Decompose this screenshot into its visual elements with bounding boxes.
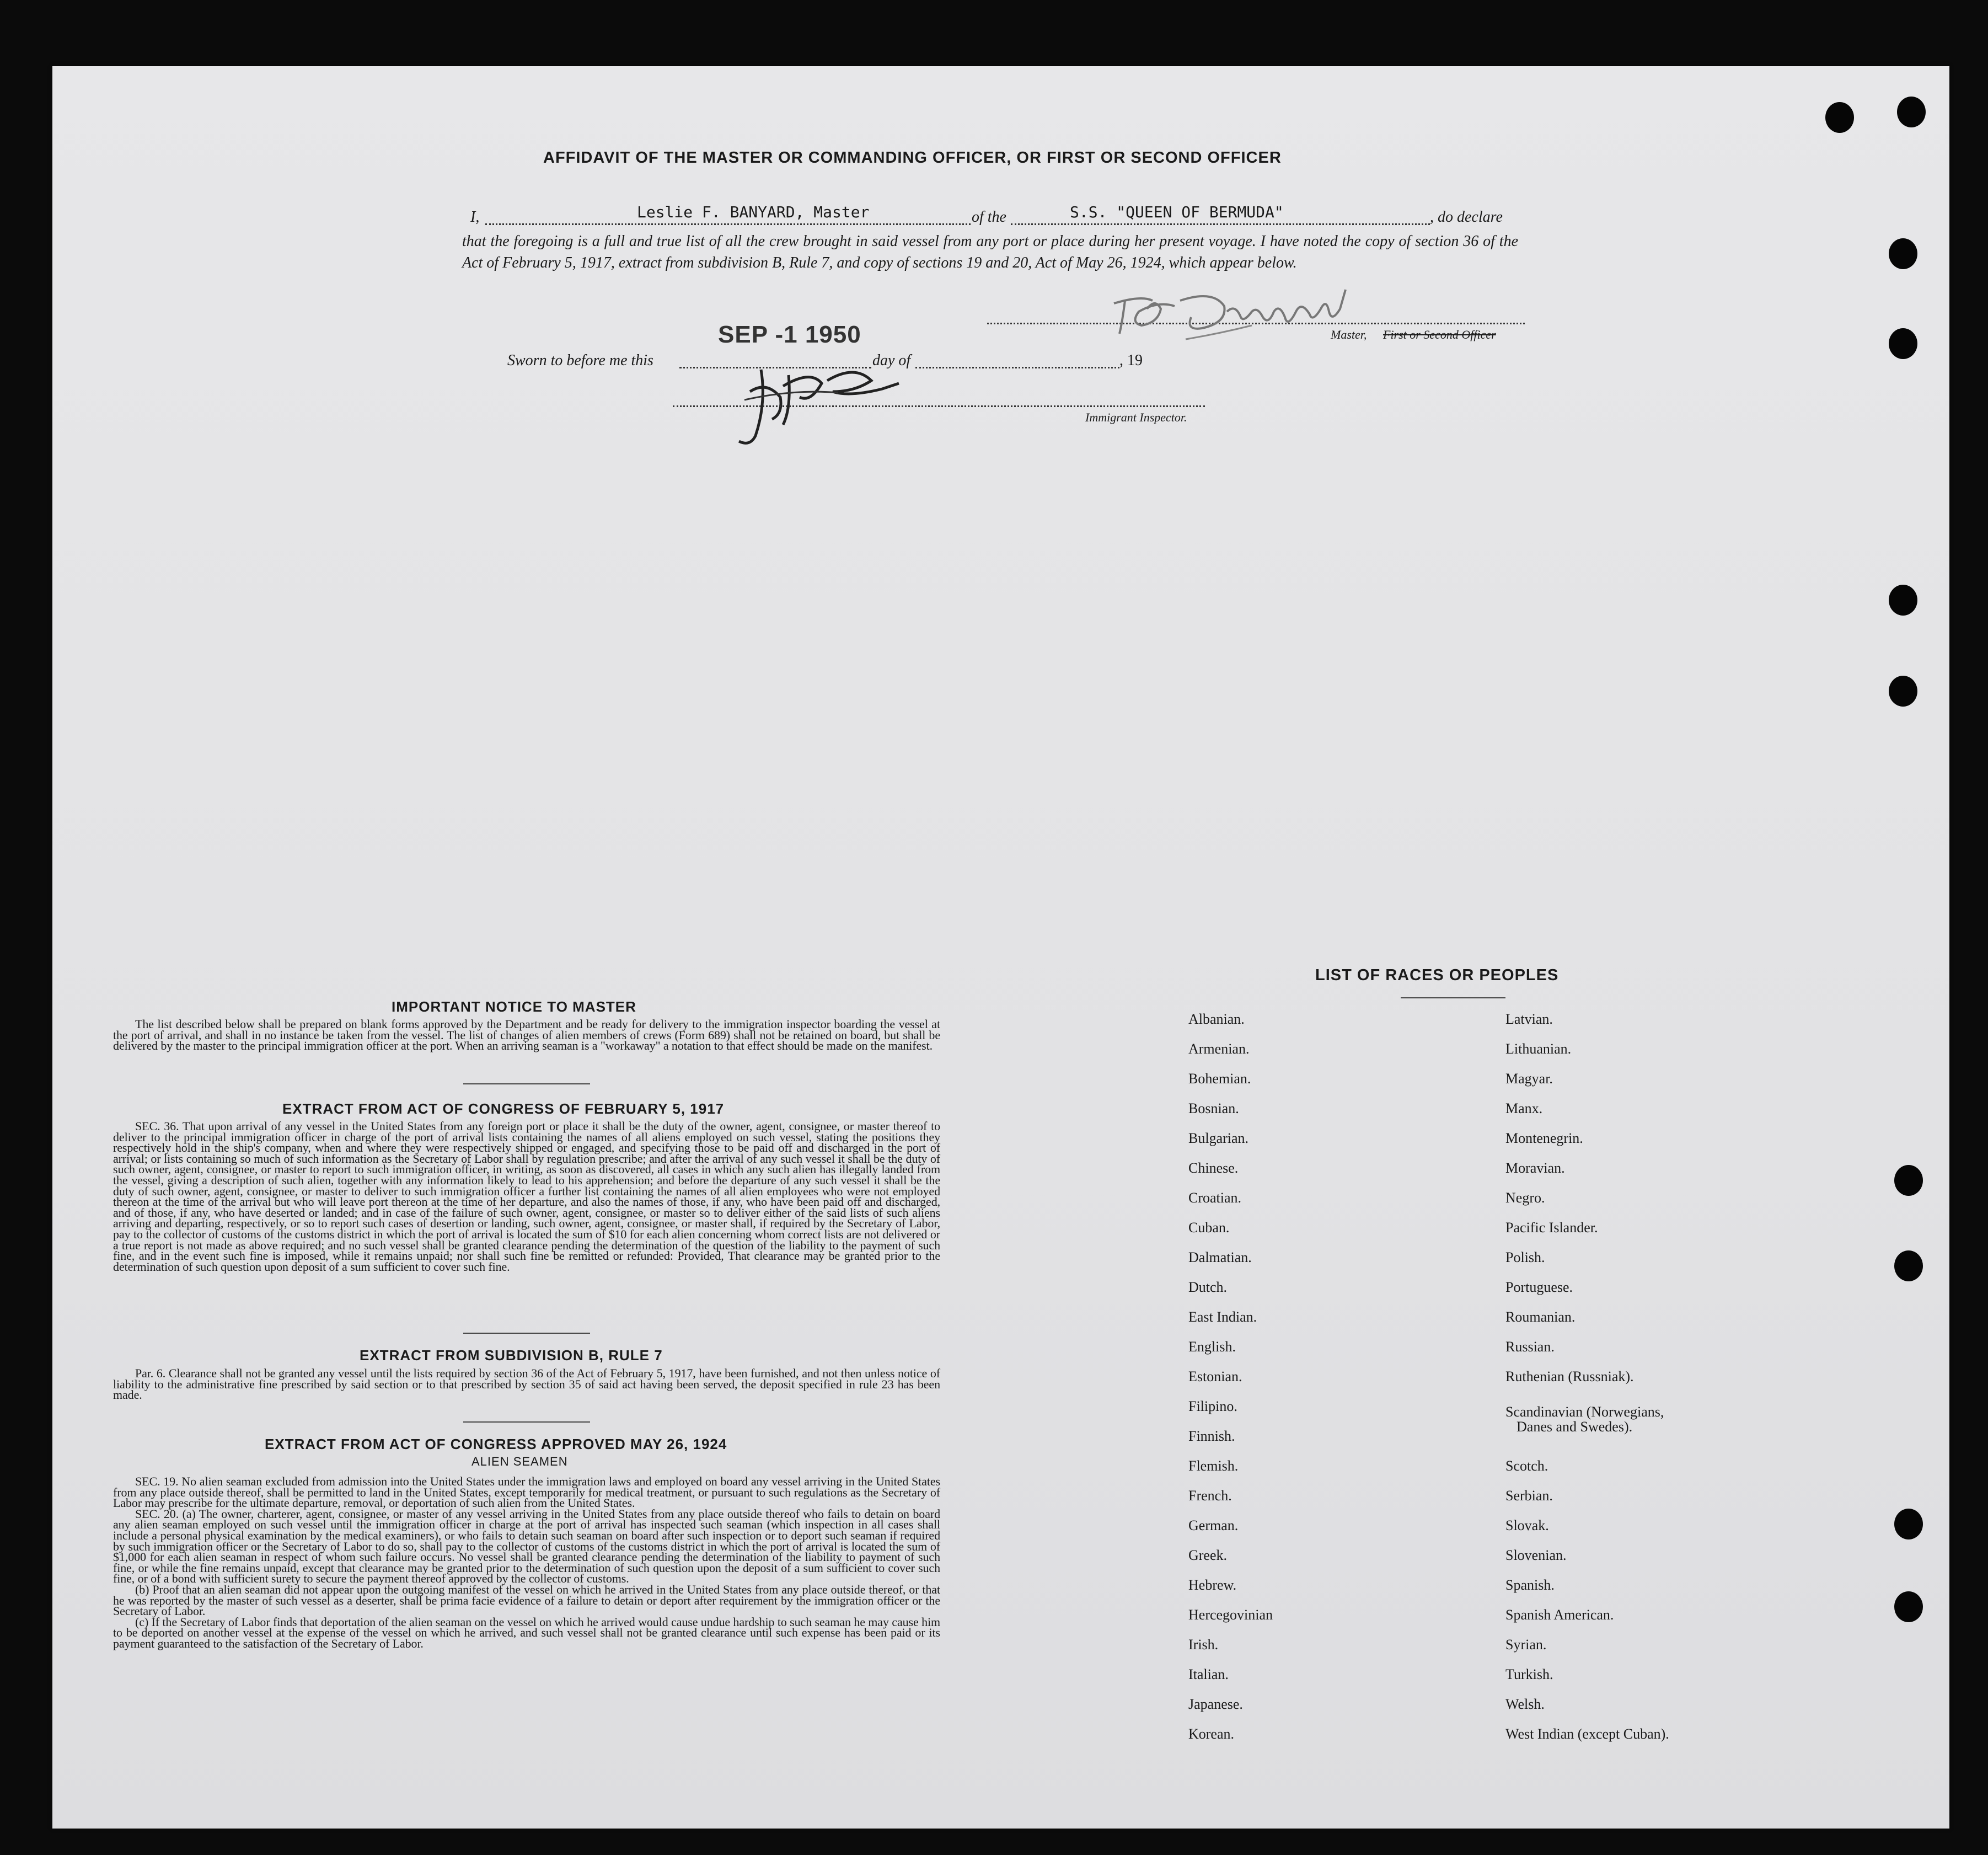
race-item: English. [1188,1339,1236,1355]
race-item: Syrian. [1505,1637,1547,1653]
extract-rule7-paragraph: Par. 6. Clearance shall not be granted any vessel until the lists required by section 36 of the Act of February 5, 1917, have been furnished, and not then unless notice of liability to the administrative fine prescribed by said section or to that prescribed by section 35 of said act having been served, the deposit specified in rule 23 has been made. [113,1366,940,1402]
officer-caption-struck: First or Second Officer [1383,328,1496,341]
punch-hole [1894,1509,1923,1539]
affidavit-body: that the foregoing is a full and true list of all the crew brought in said vessel from any port or place during her present voyage. I have noted the copy of section 36 of the Act of February 5, 1917, extract from subdivision B, Rule 7, and copy of sections 19 and 20, Act of May 26, 1924, which appear below. [462,233,1518,271]
race-item: Montenegrin. [1505,1130,1583,1146]
race-item: Lithuanian. [1505,1041,1572,1057]
sworn-month-line [915,367,1119,368]
i-label: I, [470,209,480,226]
races-title: LIST OF RACES OR PEOPLES [1315,966,1559,984]
sworn-label: Sworn to before me this [507,352,653,369]
vessel-line [1011,223,1430,225]
race-item: Russian. [1505,1339,1555,1355]
extract-1924-title: EXTRACT FROM ACT OF CONGRESS APPROVED MAY 26, 1924 [265,1436,727,1452]
race-item: East Indian. [1188,1309,1257,1325]
divider [1401,997,1505,998]
race-item: Greek. [1188,1547,1228,1563]
race-item: Albanian. [1188,1011,1245,1027]
race-item: Slovenian. [1505,1547,1567,1563]
punch-hole [1894,1250,1923,1281]
race-item: Filipino. [1188,1398,1237,1414]
divider [463,1083,590,1084]
master-signature [1108,279,1362,350]
race-item: Welsh. [1505,1696,1545,1712]
race-item: Spanish American. [1505,1607,1614,1623]
race-item: French. [1188,1488,1232,1504]
extract-rule7-text [113,1368,940,1400]
race-item: Estonian. [1188,1368,1242,1384]
race-item: Croatian. [1188,1190,1242,1206]
race-item: Cuban. [1188,1220,1230,1236]
race-item: Polish. [1505,1249,1545,1265]
notice-paragraph: The list described below shall be prepared on blank forms approved by the Department and be ready for delivery to the immigration inspector boarding the vessel at the port of arrival, and shall in no instance be taken from the vessel. The list of changes of alien members of crews (Form 689) shall not be retained on board, but shall be delivered by the master to the principal immigration officer at the port. When an arriving seaman is a "workaway" a notation to that effect should be made on the manifest. [113,1017,940,1053]
race-item: Hercegovinian [1188,1607,1273,1623]
extract-1917-paragraph: SEC. 36. That upon arrival of any vessel in the United States from any foreign port or place it shall be the duty of the owner, agent, consignee, or master thereof to deliver to the principal immigration officer in charge of the port of arrival lists containing the names of all aliens employed on such vessel, stating the positions they respectively hold in the ship's company, when and where they were respectively shipped or engaged, and specifying those to be paid off and discharged in the port of arrival; or lists containing so much of such information as the Secretary of Labor shall by regulation prescribe; and after the arrival of any such vessel it shall be the duty of such owner, agent, consignee, or master to report to such immigration officer, in writing, as soon as discovered, all cases in which any such alien has illegally landed from the vessel, giving a description of such alien, together with any information likely to lead to his apprehension; and before the departure of any such vessel it shall be the duty of such owner, agent, consignee, or master to deliver to such immigration officer a further list containing the names of all alien employees who were not employed thereon at the time of the arrival but who will leave port thereon at the time of her departure, and also the names of those, if any, who have been paid off and discharged, and of those, if any, who have deserted or landed; and in case of the failure of such owner, agent, consignee, or master so to deliver either of the said lists of such aliens arriving and departing, respectively, or so to report such cases of desertion or landing, such owner, agent, consignee, or master shall, if required by the Secretary of Labor, pay to the collector of customs of the customs district in which the port of arrival is located the sum of $10 for each alien concerning whom correct lists are not delivered or a true report is not made as above required; and no such vessel shall be granted clearance pending the determination of the question of the liability to the payment of such fine, and in the event such fine is imposed, while it remains unpaid; nor shall such fine be remitted or refunded: Provided, That clearance may be granted prior to the determination of such question upon deposit of a sum sufficient to cover such fine. [113,1119,940,1274]
race-item: Flemish. [1188,1458,1239,1474]
punch-hole [1889,585,1917,616]
race-item: Bulgarian. [1188,1130,1249,1146]
extract-1924-text [113,1476,940,1649]
race-item: Bohemian. [1188,1071,1251,1087]
notice-text [113,1019,940,1051]
race-item: Serbian. [1505,1488,1553,1504]
extract-rule7-title: EXTRACT FROM SUBDIVISION B, RULE 7 [360,1347,663,1364]
date-stamp: SEP -1 1950 [718,321,861,348]
notice-title: IMPORTANT NOTICE TO MASTER [392,998,636,1015]
race-item: Chinese. [1188,1160,1239,1176]
punch-hole [1894,1591,1923,1622]
race-item: Armenian. [1188,1041,1250,1057]
race-item: Roumanian. [1505,1309,1576,1325]
sec20c-paragraph: (c) If the Secretary of Labor finds that deportation of the alien seaman on the vessel on which he arrived would cause undue hardship to such seaman he may cause him to be deported on another vessel at the expense of the vessel on which he arrived, and such vessel shall not be granted clearance until such expense has been paid or its payment guaranteed to the satisfaction of the Secretary of Labor. [113,1615,940,1650]
race-item: German. [1188,1517,1239,1533]
declarant-line [485,223,971,225]
race-item: Hebrew. [1188,1577,1237,1593]
sec20a-paragraph: SEC. 20. (a) The owner, charterer, agent, consignee, or master of any vessel arriving in the United States from any place outside thereof who fails to detain on board any alien seaman employed on such vessel until the immigration officer in charge at the port of arrival has inspected such seaman (which inspection in all cases shall include a personal physical examination by the medical examiners), or who fails to detain such seaman on board after such inspection or to deport such seaman if required by such immigration officer or the Secretary of Labor to do so, shall pay to the collector of customs of the customs district in which the port of arrival is located the sum of $1,000 for each alien seaman in respect of whom such failure occurs. No vessel shall be granted clearance pending the determination of the liability to payment of such fine, or while the fine remains unpaid, except that clearance may be granted prior to the determination of such question upon the deposit of a sum sufficient to cover such fine, or of a bond with sufficient surety to secure the payment thereof approved by the collector of customs. [113,1506,940,1586]
race-item: Pacific Islander. [1505,1220,1598,1236]
race-item: Negro. [1505,1190,1545,1206]
race-item: Slovak. [1505,1517,1549,1533]
year-prefix: , 19 [1119,352,1143,369]
race-item: Bosnian. [1188,1100,1239,1116]
race-item: Japanese. [1188,1696,1243,1712]
race-item: Danes and Swedes). [1517,1419,1633,1435]
day-of-label: day of [872,352,911,369]
divider [463,1421,590,1423]
punch-hole [1825,102,1854,133]
officer-caption-master: Master, [1331,328,1367,341]
race-item: Dutch. [1188,1279,1228,1295]
race-item: Manx. [1505,1100,1543,1116]
race-item: Magyar. [1505,1071,1553,1087]
divider [463,1333,590,1334]
sec19-paragraph: SEC. 19. No alien seaman excluded from admission into the United States under the immigration laws and employed on board any vessel arriving in the United States from any place outside thereof, shall be permitted to land in the United States, except temporarily for medical treatment, or pursuant to such regulations as the Secretary of Labor may prescribe for the ultimate departure, removal, or deportation of such alien from the United States. [113,1474,940,1510]
race-item: Latvian. [1505,1011,1553,1027]
of-the-label: of the [972,209,1006,226]
race-item: Scotch. [1505,1458,1548,1474]
punch-hole [1894,1165,1923,1196]
punch-hole [1889,238,1917,269]
race-item: Scandinavian (Norwegians, [1505,1404,1664,1420]
extract-1917-text [113,1121,940,1272]
extract-1917-title: EXTRACT FROM ACT OF CONGRESS OF FEBRUARY 5, 1917 [282,1100,725,1117]
extract-1924-subtitle: ALIEN SEAMEN [471,1455,568,1468]
race-item: Finnish. [1188,1428,1235,1444]
inspector-caption: Immigrant Inspector. [1085,410,1187,424]
vessel-field: S.S. "QUEEN OF BERMUDA" [1070,203,1284,221]
punch-hole [1889,328,1917,359]
race-item: West Indian (except Cuban). [1505,1726,1669,1742]
race-item: Dalmatian. [1188,1249,1252,1265]
affidavit-title: AFFIDAVIT OF THE MASTER OR COMMANDING OFFICER, OR FIRST OR SECOND OFFICER [543,149,1282,167]
race-item: Italian. [1188,1666,1229,1682]
race-item: Portuguese. [1505,1279,1573,1295]
inspector-signature-line [673,405,1205,407]
punch-hole [1889,676,1917,707]
race-item: Turkish. [1505,1666,1553,1682]
declarant-field: Leslie F. BANYARD, Master [637,203,870,221]
race-item: Ruthenian (Russniak). [1505,1368,1634,1384]
race-item: Korean. [1188,1726,1235,1742]
sec20b-paragraph: (b) Proof that an alien seaman did not appear upon the outgoing manifest of the vessel on which he arrived in the United States from any place outside thereof, or that he was reported by the master of such vessel as a deserter, shall be prima facie evidence of a failure to detain or deport after requirement by the immigration officer or the Secretary of Labor. [113,1582,940,1618]
race-item: Irish. [1188,1637,1219,1653]
punch-hole [1897,97,1926,127]
do-declare-label: , do declare [1430,209,1503,226]
race-item: Spanish. [1505,1577,1555,1593]
race-item: Moravian. [1505,1160,1565,1176]
